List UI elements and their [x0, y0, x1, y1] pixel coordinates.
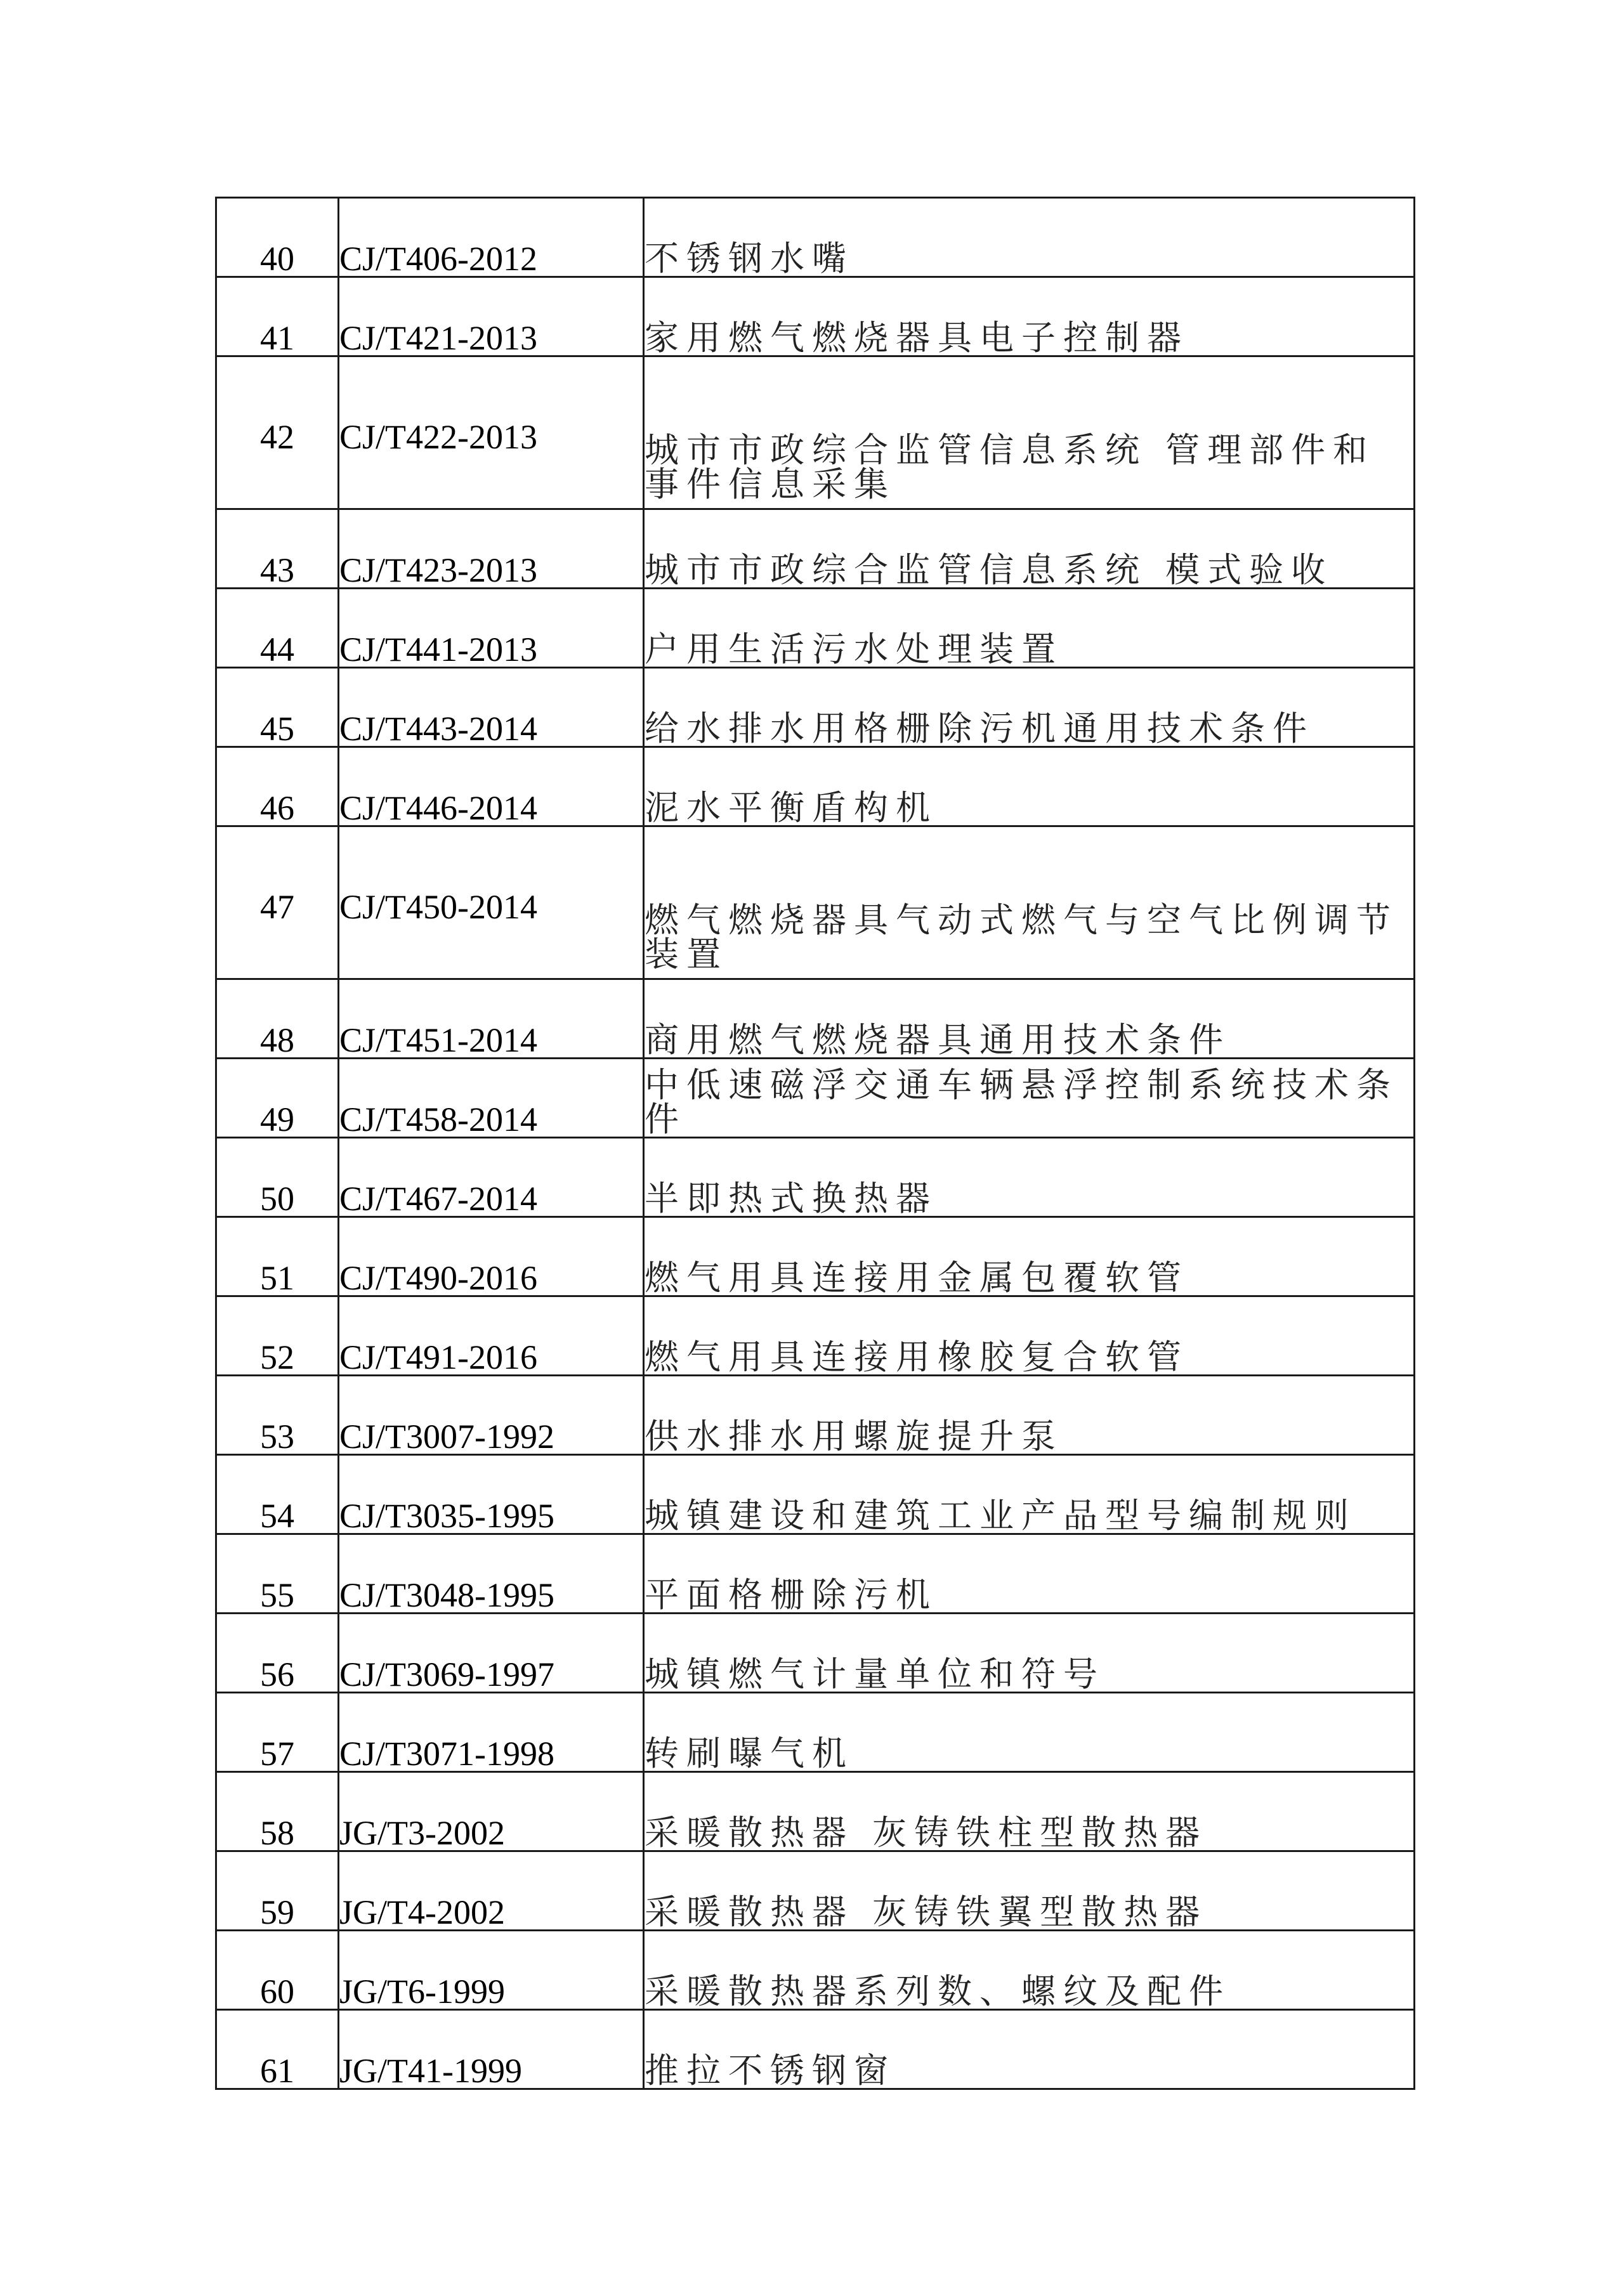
standard-name: 燃气用具连接用橡胶复合软管 — [644, 1296, 1415, 1376]
standard-name: 采暖散热器 灰铸铁翼型散热器 — [644, 1851, 1415, 1931]
standard-name: 中低速磁浮交通车辆悬浮控制系统技术条件 — [644, 1059, 1415, 1138]
standard-name: 供水排水用螺旋提升泵 — [644, 1376, 1415, 1455]
table-row — [216, 589, 1415, 668]
standard-name: 采暖散热器 灰铸铁柱型散热器 — [644, 1772, 1415, 1851]
row-number: 49 — [216, 1059, 339, 1138]
row-number: 45 — [216, 668, 339, 747]
table-row — [216, 826, 1415, 979]
standard-name: 户用生活污水处理装置 — [644, 589, 1415, 668]
table-row — [216, 509, 1415, 589]
standards-table-body — [216, 198, 1415, 2089]
standards-table — [215, 197, 1415, 2090]
table-row — [216, 1614, 1415, 1693]
standard-name: 燃气用具连接用金属包覆软管 — [644, 1217, 1415, 1296]
row-number: 57 — [216, 1693, 339, 1772]
table-row — [216, 747, 1415, 826]
standard-code: CJ/T490-2016 — [339, 1217, 644, 1296]
table-row — [216, 1931, 1415, 2010]
table-row — [216, 1455, 1415, 1534]
standard-code: CJ/T3007-1992 — [339, 1376, 644, 1455]
table-row — [216, 277, 1415, 356]
standard-code: CJ/T451-2014 — [339, 979, 644, 1059]
standard-name: 家用燃气燃烧器具电子控制器 — [644, 277, 1415, 356]
row-number: 40 — [216, 198, 339, 277]
row-number: 54 — [216, 1455, 339, 1534]
standard-name: 半即热式换热器 — [644, 1138, 1415, 1217]
standard-code: CJ/T423-2013 — [339, 509, 644, 589]
row-number: 41 — [216, 277, 339, 356]
table-row — [216, 1534, 1415, 1614]
table-row — [216, 1138, 1415, 1217]
standard-code: CJ/T3069-1997 — [339, 1614, 644, 1693]
standard-code: CJ/T406-2012 — [339, 198, 644, 277]
standard-code: CJ/T443-2014 — [339, 668, 644, 747]
standard-name: 不锈钢水嘴 — [644, 198, 1415, 277]
row-number: 51 — [216, 1217, 339, 1296]
standard-code: CJ/T446-2014 — [339, 747, 644, 826]
row-number: 50 — [216, 1138, 339, 1217]
row-number: 53 — [216, 1376, 339, 1455]
table-row — [216, 356, 1415, 509]
standard-code: JG/T3-2002 — [339, 1772, 644, 1851]
row-number: 59 — [216, 1851, 339, 1931]
row-number: 42 — [216, 356, 339, 509]
standard-code: CJ/T467-2014 — [339, 1138, 644, 1217]
table-row — [216, 979, 1415, 1059]
standard-name: 商用燃气燃烧器具通用技术条件 — [644, 979, 1415, 1059]
standard-code: CJ/T450-2014 — [339, 826, 644, 979]
row-number: 44 — [216, 589, 339, 668]
table-row — [216, 1772, 1415, 1851]
standard-name: 转刷曝气机 — [644, 1693, 1415, 1772]
table-row — [216, 198, 1415, 277]
row-number: 43 — [216, 509, 339, 589]
standard-name: 城镇建设和建筑工业产品型号编制规则 — [644, 1455, 1415, 1534]
row-number: 47 — [216, 826, 339, 979]
table-row — [216, 668, 1415, 747]
standard-name: 城市市政综合监管信息系统 管理部件和事件信息采集 — [644, 356, 1415, 509]
standard-name: 采暖散热器系列数、螺纹及配件 — [644, 1931, 1415, 2010]
table-row — [216, 1296, 1415, 1376]
standard-code: CJ/T421-2013 — [339, 277, 644, 356]
standard-code: CJ/T422-2013 — [339, 356, 644, 509]
standard-name: 推拉不锈钢窗 — [644, 2010, 1415, 2089]
standard-name: 泥水平衡盾构机 — [644, 747, 1415, 826]
row-number: 61 — [216, 2010, 339, 2089]
table-row — [216, 1059, 1415, 1138]
standard-code: CJ/T3071-1998 — [339, 1693, 644, 1772]
row-number: 48 — [216, 979, 339, 1059]
table-row — [216, 1693, 1415, 1772]
table-row — [216, 1376, 1415, 1455]
standard-name: 燃气燃烧器具气动式燃气与空气比例调节装置 — [644, 826, 1415, 979]
row-number: 55 — [216, 1534, 339, 1614]
standard-code: JG/T4-2002 — [339, 1851, 644, 1931]
row-number: 46 — [216, 747, 339, 826]
standard-code: JG/T41-1999 — [339, 2010, 644, 2089]
standard-name: 城市市政综合监管信息系统 模式验收 — [644, 509, 1415, 589]
table-row — [216, 1851, 1415, 1931]
standard-code: JG/T6-1999 — [339, 1931, 644, 2010]
standard-code: CJ/T458-2014 — [339, 1059, 644, 1138]
table-row — [216, 2010, 1415, 2089]
row-number: 52 — [216, 1296, 339, 1376]
standard-name: 平面格栅除污机 — [644, 1534, 1415, 1614]
standard-code: CJ/T441-2013 — [339, 589, 644, 668]
standard-code: CJ/T3035-1995 — [339, 1455, 644, 1534]
row-number: 58 — [216, 1772, 339, 1851]
standard-code: CJ/T3048-1995 — [339, 1534, 644, 1614]
standard-name: 城镇燃气计量单位和符号 — [644, 1614, 1415, 1693]
table-row — [216, 1217, 1415, 1296]
row-number: 60 — [216, 1931, 339, 2010]
standard-code: CJ/T491-2016 — [339, 1296, 644, 1376]
standard-name: 给水排水用格栅除污机通用技术条件 — [644, 668, 1415, 747]
row-number: 56 — [216, 1614, 339, 1693]
